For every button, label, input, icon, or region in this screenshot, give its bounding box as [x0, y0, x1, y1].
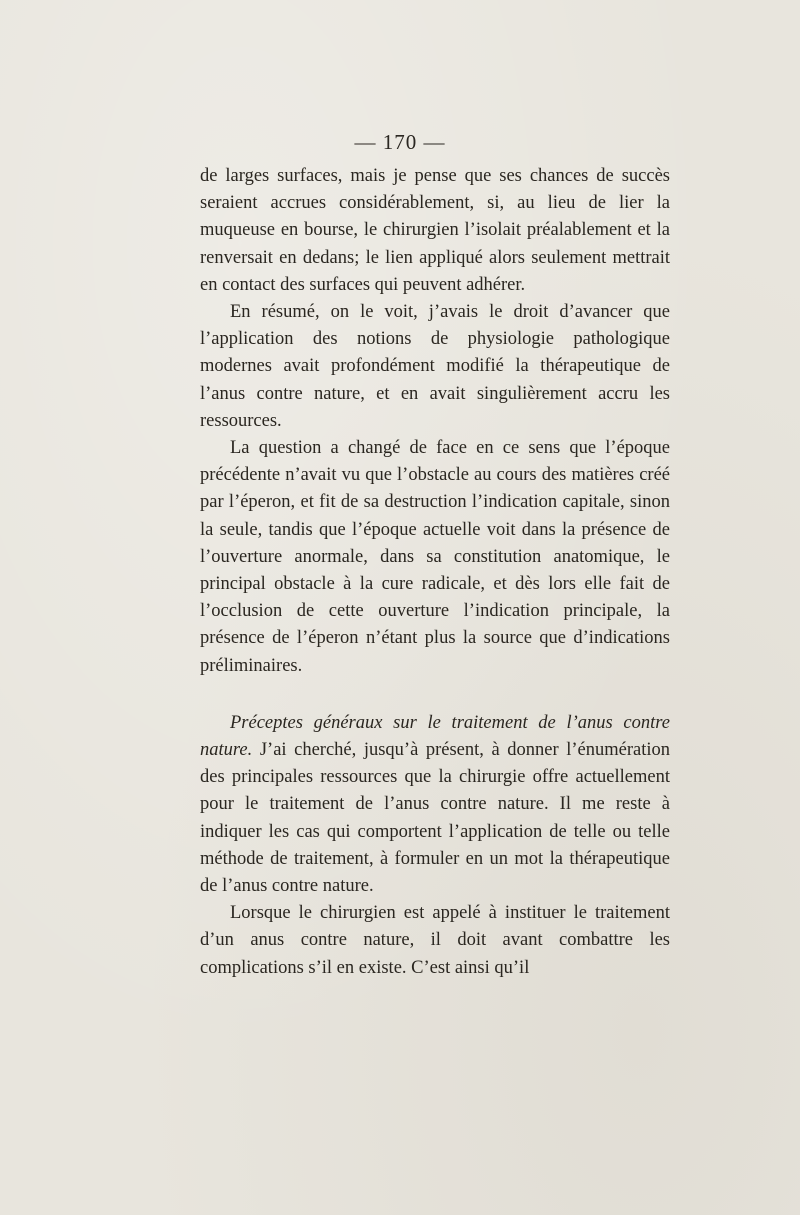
body-text	[200, 163, 670, 982]
paragraph-continuation	[200, 163, 670, 299]
paragraph-text: de larges surfaces, mais je pense que ses chances de succès seraient accrues considérablement, si, au lieu de lier la muqueuse en bourse, le chirurgien l’isolait préalablement et la renversait en dedans; le lien appliqué alors seulement mettrait en contact des surfaces qui peuvent adhérer.	[200, 166, 670, 295]
paragraph-en-resume	[200, 299, 670, 435]
paragraph-lorsque	[200, 900, 670, 982]
paragraph-text: J’ai cherché, jusqu’à présent, à donner l’énumération des principales ressources que la chirurgie offre actuellement pour le traitement de l’anus contre nature. Il me reste à indiquer les cas qui comportent l’application de telle ou telle méthode de traitement, à formuler en un mot la thérapeutique de l’anus contre nature.	[200, 740, 670, 897]
page-number: — 170 —	[354, 130, 446, 154]
paragraph-text: En résumé, on le voit, j’avais le droit d’avancer que l’application des notions de physiologie pathologique modernes avait profondément modifié la thérapeutique de l’anus contre nature, et en avait singulièrement accru les ressources.	[200, 302, 670, 431]
paragraph-preceptes	[200, 710, 670, 900]
paragraph-text: La question a changé de face en ce sens que l’époque précédente n’avait vu que l’obstacle au cours des matières créé par l’éperon, et fit de sa destruction l’indication capitale, sinon la seule, tandis que l’époque actuelle voit dans la présence de l’ouverture anormale, dans sa constitution anatomique, le principal obstacle à la cure radicale, et dès lors elle fait de l’occlusion de cette ouverture l’indication principale, la présence de l’éperon n’étant plus la source que d’indications préliminaires.	[200, 438, 670, 676]
paragraph-gap	[200, 680, 670, 710]
paragraph-la-question	[200, 435, 670, 680]
section-heading-italic: Préceptes généraux sur le traitement de l’anus contre nature.	[200, 712, 670, 761]
paragraph-text: Lorsque le chirurgien est appelé à instituer le traitement d’un anus contre nature, il doit avant combattre les complications s’il en existe. C’est ainsi qu’il	[200, 903, 670, 978]
